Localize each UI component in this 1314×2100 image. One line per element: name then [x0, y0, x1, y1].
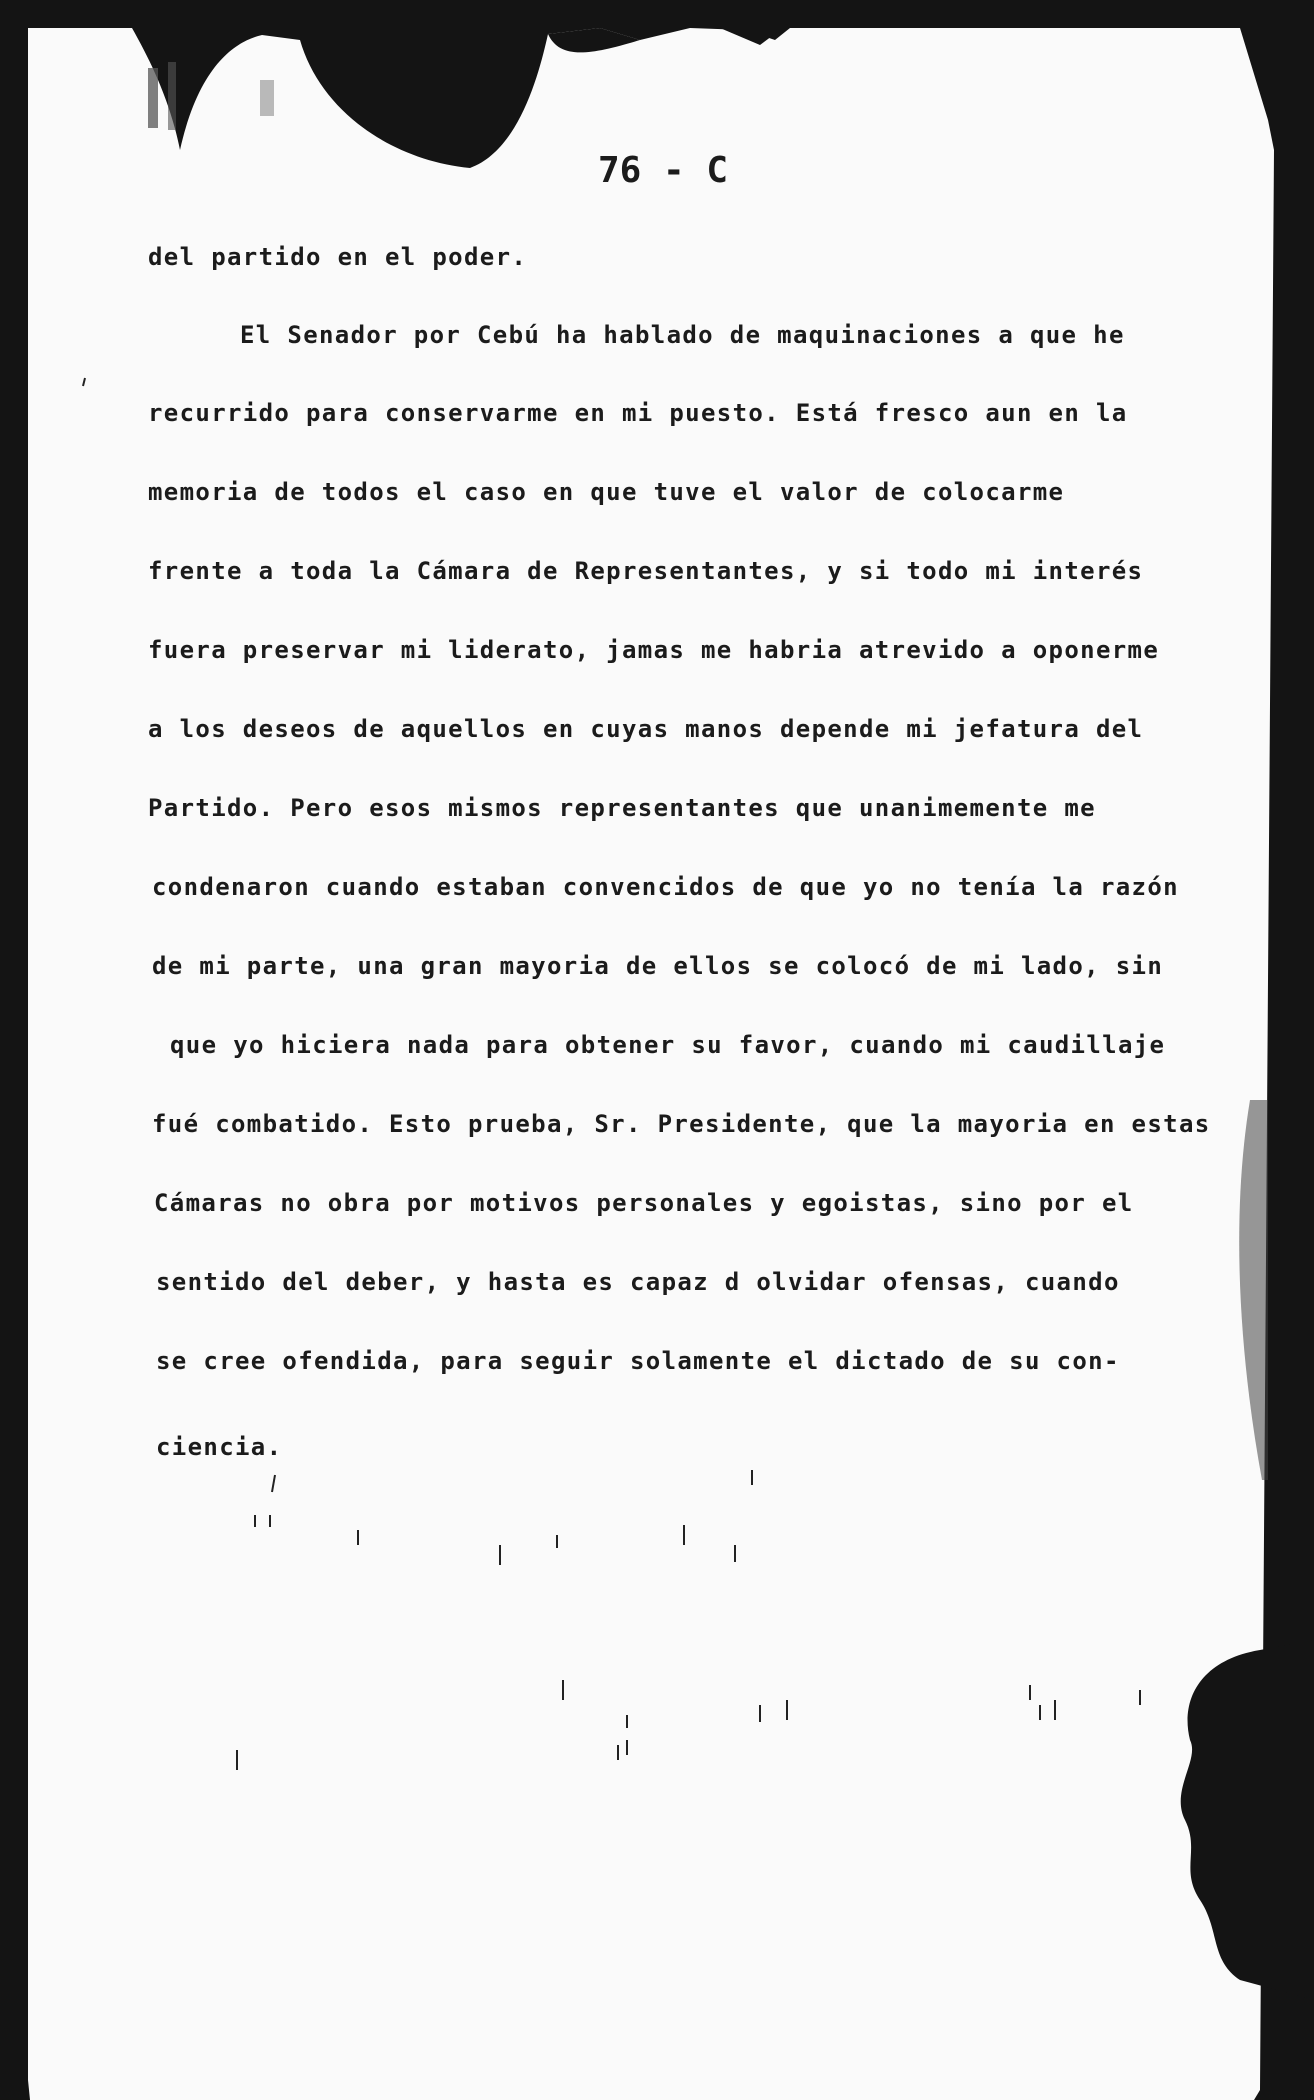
text-line: memoria de todos el caso en que tuve el valor de colocarme [148, 478, 1065, 506]
text-line: que yo hiciera nada para obtener su favor, cuando mi caudillaje [170, 1031, 1166, 1059]
text-line: fué combatido. Esto prueba, Sr. Presidente, que la mayoria en estas [152, 1110, 1211, 1138]
text-line: del partido en el poder. [148, 243, 528, 271]
text-line: condenaron cuando estaban convencidos de que yo no tenía la razón [152, 873, 1179, 901]
page-number: 76 - C [598, 150, 729, 191]
text-line: frente a toda la Cámara de Representantes, y si todo mi interés [148, 557, 1144, 585]
text-line: se cree ofendida, para seguir solamente el dictado de su con- [156, 1347, 1120, 1375]
text-line: a los deseos de aquellos en cuyas manos depende mi jefatura del [148, 715, 1144, 743]
text-line: Cámaras no obra por motivos personales y egoistas, sino por el [154, 1189, 1134, 1217]
text-line: El Senador por Cebú ha hablado de maquinaciones a que he [240, 321, 1125, 349]
text-line: sentido del deber, y hasta es capaz d olvidar ofensas, cuando [156, 1268, 1120, 1296]
text-line: recurrido para conservarme en mi puesto. Está fresco aun en la [148, 399, 1128, 427]
text-line: Partido. Pero esos mismos representantes que unanimemente me [148, 794, 1096, 822]
text-line: de mi parte, una gran mayoria de ellos se colocó de mi lado, sin [152, 952, 1164, 980]
text-line: ciencia. [156, 1433, 283, 1461]
text-line: fuera preservar mi liderato, jamas me habria atrevido a oponerme [148, 636, 1160, 664]
